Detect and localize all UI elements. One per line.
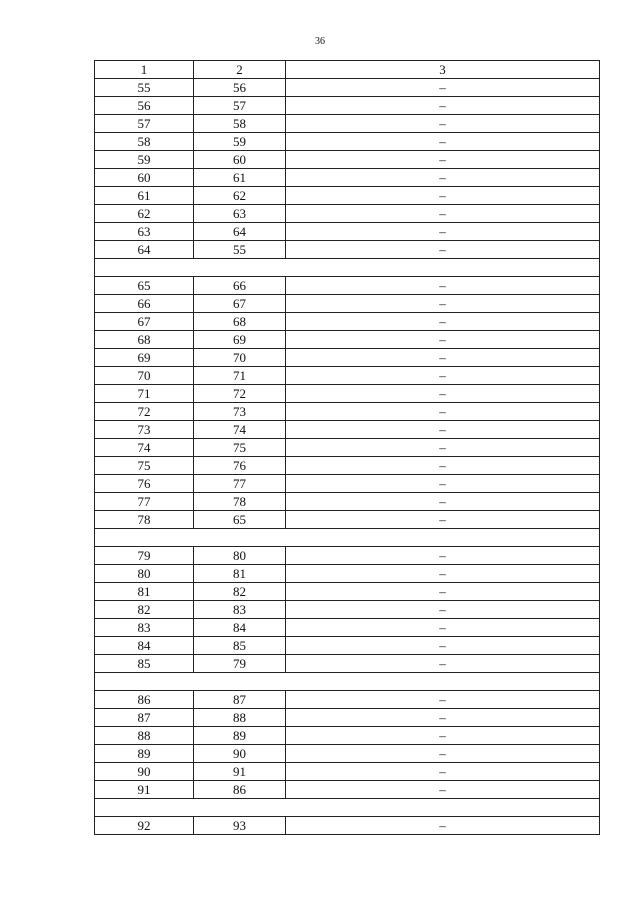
table-cell-col-3: – bbox=[286, 745, 600, 763]
table-row bbox=[95, 493, 600, 511]
table-cell-col-2: 73 bbox=[194, 403, 286, 421]
table-row bbox=[95, 691, 600, 709]
table-cell-col-1: 85 bbox=[95, 655, 194, 673]
table-cell-col-2: 83 bbox=[194, 601, 286, 619]
table-cell-col-2: 58 bbox=[194, 115, 286, 133]
table-row bbox=[95, 205, 600, 223]
table-cell-col-3: – bbox=[286, 601, 600, 619]
table-cell-col-1: 59 bbox=[95, 151, 194, 169]
table-cell-col-3: – bbox=[286, 205, 600, 223]
table-cell-col-1: 83 bbox=[95, 619, 194, 637]
table-cell-col-2: 62 bbox=[194, 187, 286, 205]
table-row bbox=[95, 781, 600, 799]
table-row bbox=[95, 457, 600, 475]
table-row bbox=[95, 511, 600, 529]
table-row bbox=[95, 97, 600, 115]
table-cell-col-2: 65 bbox=[194, 511, 286, 529]
table-cell-col-3: – bbox=[286, 313, 600, 331]
table-body bbox=[95, 61, 600, 835]
table-row bbox=[95, 421, 600, 439]
table-row bbox=[95, 745, 600, 763]
table-cell-col-1: 76 bbox=[95, 475, 194, 493]
table-cell-col-1: 68 bbox=[95, 331, 194, 349]
table-row bbox=[95, 817, 600, 835]
table-cell-col-2: 86 bbox=[194, 781, 286, 799]
table-row bbox=[95, 727, 600, 745]
table-cell-col-2: 61 bbox=[194, 169, 286, 187]
table-cell-col-3: – bbox=[286, 511, 600, 529]
table-cell-col-2: 89 bbox=[194, 727, 286, 745]
table-cell-col-2: 63 bbox=[194, 205, 286, 223]
table-row bbox=[95, 403, 600, 421]
table-cell-col-2: 55 bbox=[194, 241, 286, 259]
table-cell-col-1: 82 bbox=[95, 601, 194, 619]
group-separator-row bbox=[95, 529, 600, 547]
table-cell-col-2: 77 bbox=[194, 475, 286, 493]
table-cell-col-2: 84 bbox=[194, 619, 286, 637]
table-cell-col-2: 80 bbox=[194, 547, 286, 565]
separator-cell bbox=[95, 799, 600, 817]
table-cell-col-3: – bbox=[286, 115, 600, 133]
table-cell-col-1: 69 bbox=[95, 349, 194, 367]
table-cell-col-2: 91 bbox=[194, 763, 286, 781]
table-row bbox=[95, 475, 600, 493]
table-cell-col-1: 77 bbox=[95, 493, 194, 511]
table-cell-col-1: 66 bbox=[95, 295, 194, 313]
table-row bbox=[95, 547, 600, 565]
column-header-3: 3 bbox=[286, 61, 600, 79]
table-cell-col-1: 79 bbox=[95, 547, 194, 565]
table-cell-col-2: 78 bbox=[194, 493, 286, 511]
table-cell-col-1: 72 bbox=[95, 403, 194, 421]
separator-cell bbox=[95, 259, 600, 277]
table-cell-col-3: – bbox=[286, 655, 600, 673]
table-cell-col-1: 89 bbox=[95, 745, 194, 763]
table-cell-col-3: – bbox=[286, 727, 600, 745]
table-cell-col-2: 69 bbox=[194, 331, 286, 349]
table-cell-col-1: 57 bbox=[95, 115, 194, 133]
table-cell-col-1: 84 bbox=[95, 637, 194, 655]
table-cell-col-2: 74 bbox=[194, 421, 286, 439]
table-cell-col-2: 82 bbox=[194, 583, 286, 601]
table-cell-col-3: – bbox=[286, 223, 600, 241]
table-row bbox=[95, 223, 600, 241]
table-cell-col-3: – bbox=[286, 421, 600, 439]
table-row bbox=[95, 619, 600, 637]
table-row bbox=[95, 583, 600, 601]
column-header-1: 1 bbox=[95, 61, 194, 79]
table-cell-col-1: 60 bbox=[95, 169, 194, 187]
table-cell-col-2: 66 bbox=[194, 277, 286, 295]
table-cell-col-3: – bbox=[286, 403, 600, 421]
table-cell-col-1: 81 bbox=[95, 583, 194, 601]
table-cell-col-2: 68 bbox=[194, 313, 286, 331]
table-cell-col-1: 87 bbox=[95, 709, 194, 727]
table-cell-col-3: – bbox=[286, 709, 600, 727]
table-cell-col-2: 60 bbox=[194, 151, 286, 169]
table-cell-col-3: – bbox=[286, 637, 600, 655]
table-cell-col-3: – bbox=[286, 547, 600, 565]
table-cell-col-1: 75 bbox=[95, 457, 194, 475]
table-cell-col-2: 93 bbox=[194, 817, 286, 835]
table-cell-col-3: – bbox=[286, 781, 600, 799]
table-cell-col-2: 67 bbox=[194, 295, 286, 313]
table-cell-col-1: 80 bbox=[95, 565, 194, 583]
table-row bbox=[95, 151, 600, 169]
table-cell-col-2: 85 bbox=[194, 637, 286, 655]
table-cell-col-1: 71 bbox=[95, 385, 194, 403]
table-cell-col-3: – bbox=[286, 457, 600, 475]
table-cell-col-3: – bbox=[286, 277, 600, 295]
table-cell-col-3: – bbox=[286, 187, 600, 205]
table-row bbox=[95, 367, 600, 385]
group-separator-row bbox=[95, 259, 600, 277]
group-separator-row bbox=[95, 799, 600, 817]
table-cell-col-1: 73 bbox=[95, 421, 194, 439]
table-row bbox=[95, 385, 600, 403]
table-row bbox=[95, 169, 600, 187]
table-cell-col-3: – bbox=[286, 97, 600, 115]
table-cell-col-2: 57 bbox=[194, 97, 286, 115]
table-cell-col-1: 62 bbox=[95, 205, 194, 223]
table-cell-col-1: 70 bbox=[95, 367, 194, 385]
table-row bbox=[95, 115, 600, 133]
table-cell-col-3: – bbox=[286, 241, 600, 259]
table-cell-col-1: 86 bbox=[95, 691, 194, 709]
table-cell-col-1: 92 bbox=[95, 817, 194, 835]
table-row bbox=[95, 655, 600, 673]
table-cell-col-1: 56 bbox=[95, 97, 194, 115]
table-cell-col-2: 72 bbox=[194, 385, 286, 403]
table-cell-col-2: 76 bbox=[194, 457, 286, 475]
table-cell-col-2: 88 bbox=[194, 709, 286, 727]
table-cell-col-1: 90 bbox=[95, 763, 194, 781]
table-cell-col-2: 81 bbox=[194, 565, 286, 583]
table-cell-col-1: 55 bbox=[95, 79, 194, 97]
table-cell-col-1: 65 bbox=[95, 277, 194, 295]
table-row bbox=[95, 79, 600, 97]
table-cell-col-2: 79 bbox=[194, 655, 286, 673]
table-cell-col-3: – bbox=[286, 565, 600, 583]
table-cell-col-1: 58 bbox=[95, 133, 194, 151]
table-cell-col-3: – bbox=[286, 817, 600, 835]
column-header-2: 2 bbox=[194, 61, 286, 79]
table-row bbox=[95, 241, 600, 259]
table-cell-col-2: 59 bbox=[194, 133, 286, 151]
table-cell-col-3: – bbox=[286, 763, 600, 781]
table-cell-col-3: – bbox=[286, 133, 600, 151]
table-cell-col-3: – bbox=[286, 331, 600, 349]
table-header-row bbox=[95, 61, 600, 79]
table-row bbox=[95, 763, 600, 781]
table-row bbox=[95, 313, 600, 331]
table-cell-col-3: – bbox=[286, 385, 600, 403]
table-cell-col-2: 56 bbox=[194, 79, 286, 97]
table-cell-col-1: 78 bbox=[95, 511, 194, 529]
page-number: 36 bbox=[315, 36, 325, 47]
table-row bbox=[95, 439, 600, 457]
table-cell-col-3: – bbox=[286, 619, 600, 637]
table-cell-col-3: – bbox=[286, 151, 600, 169]
table-cell-col-3: – bbox=[286, 349, 600, 367]
table-row bbox=[95, 565, 600, 583]
table-cell-col-3: – bbox=[286, 169, 600, 187]
table-cell-col-2: 90 bbox=[194, 745, 286, 763]
table-row bbox=[95, 709, 600, 727]
table-cell-col-3: – bbox=[286, 367, 600, 385]
table-cell-col-1: 88 bbox=[95, 727, 194, 745]
table-cell-col-3: – bbox=[286, 295, 600, 313]
table-cell-col-3: – bbox=[286, 583, 600, 601]
data-table bbox=[94, 60, 600, 835]
table-cell-col-3: – bbox=[286, 493, 600, 511]
separator-cell bbox=[95, 529, 600, 547]
table-row bbox=[95, 187, 600, 205]
table-cell-col-3: – bbox=[286, 439, 600, 457]
group-separator-row bbox=[95, 673, 600, 691]
table-row bbox=[95, 601, 600, 619]
table-cell-col-3: – bbox=[286, 691, 600, 709]
table-cell-col-3: – bbox=[286, 79, 600, 97]
table-cell-col-2: 71 bbox=[194, 367, 286, 385]
table-row bbox=[95, 295, 600, 313]
table-cell-col-1: 67 bbox=[95, 313, 194, 331]
table-cell-col-2: 64 bbox=[194, 223, 286, 241]
table-row bbox=[95, 331, 600, 349]
table-row bbox=[95, 637, 600, 655]
table-row bbox=[95, 277, 600, 295]
table-cell-col-1: 91 bbox=[95, 781, 194, 799]
table-cell-col-2: 70 bbox=[194, 349, 286, 367]
table-cell-col-1: 64 bbox=[95, 241, 194, 259]
table-row bbox=[95, 349, 600, 367]
table-cell-col-3: – bbox=[286, 475, 600, 493]
table-cell-col-2: 87 bbox=[194, 691, 286, 709]
table-cell-col-1: 61 bbox=[95, 187, 194, 205]
table-row bbox=[95, 133, 600, 151]
table-cell-col-1: 74 bbox=[95, 439, 194, 457]
table-cell-col-2: 75 bbox=[194, 439, 286, 457]
separator-cell bbox=[95, 673, 600, 691]
table-cell-col-1: 63 bbox=[95, 223, 194, 241]
